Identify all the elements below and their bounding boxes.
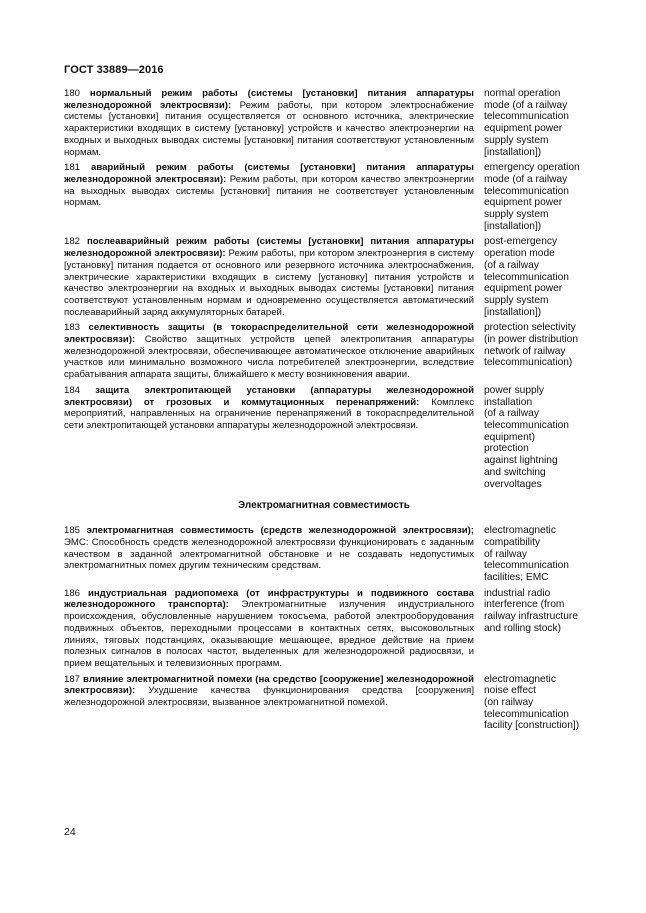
term-name: влияние электромагнитной помехи (на средство [сооружение] железнодорожной электросвязи): [64, 673, 474, 697]
term-definition-block [64, 385, 474, 432]
term-definition: Режим работы, при котором качество электроэнергии на выходных выводах системы [установки] питания не соответствует установленным нормам. [64, 173, 474, 209]
section-title: Электромагнитная совместимость [238, 500, 410, 512]
term-name: электромагнитная совместимость (средств железнодорожной электросвязи); [86, 525, 475, 537]
term-number: 183 [64, 322, 81, 334]
term-definition-block [64, 674, 474, 709]
term-number: 180 [64, 88, 81, 99]
term-entry [64, 588, 594, 670]
term-english-equivalent: power supply installation (of a railway telecommunication equipment) protection against lightning and switching overvoltages [484, 384, 569, 490]
terms-list-emc [64, 525, 594, 732]
term-entry [64, 525, 594, 584]
term-definition: Электромагнитные излучения индустриального происхождения, обусловленные нарушением токосъема, работой электрооборудования подвижных объектов, переходными процессами в контактных сетях, высоковольтных линиях, тяговых подстанциях, оказывающие мешающее, вредное действие на прием полезных сигналов в полосах частот, выделенных для железнодорожной радиосвязи, и прием вещательных и телевизионных программ. [64, 599, 474, 669]
term-english-equivalent: electromagnetic noise effect (on railway telecommunication facility [construction]) [484, 673, 580, 732]
term-entry [64, 162, 594, 232]
term-entry [64, 385, 594, 490]
term-english-equivalent: post-emergency operation mode (of a railway telecommunication equipment power supply system [installation]) [484, 236, 569, 318]
page-number: 24 [64, 826, 76, 838]
term-name: селективность защиты (в токораспределительной сети железнодорожной электросвязи): [64, 322, 474, 346]
term-english-equivalent: electromagnetic compatibility of railway telecommunication facilities; EMC [484, 525, 569, 584]
term-definition: ЭМС: Способность средств железнодорожной электросвязи функционировать с заданным качеством в заданной электромагнитной обстановке и не создавать недопустимых электромагнитных помех другим техническим средствам. [64, 536, 474, 572]
terms-list-power-supply [64, 88, 594, 490]
term-definition-block [64, 322, 474, 381]
term-entry [64, 674, 594, 733]
term-number: 186 [64, 587, 81, 599]
term-english-equivalent: industrial radio interference (from railway infrastructure and rolling stock) [484, 587, 578, 634]
term-name: защита электропитающей установки (аппаратуры железнодорожной электросвязи) от грозовых и коммутационных перенапряжений: [64, 384, 474, 408]
term-definition: Ухудшение качества функционирования средства [сооружения] железнодорожной электросвязи, вызванное электромагнитной помехой. [64, 685, 474, 709]
document-code: ГОСТ 33889—2016 [64, 64, 164, 76]
term-entry [64, 236, 594, 318]
term-definition-block [64, 236, 474, 318]
term-name: нормальный режим работы (системы [установки] питания аппаратуры железнодорожной электросвязи): [64, 88, 474, 111]
term-english-equivalent: normal operation mode (of a railway telecommunication equipment power supply system [installation]) [484, 88, 569, 158]
term-definition: Комплекс мероприятий, направленных на ограничение перенапряжений в токораспределительной сети электропитающей установки аппаратуры железнодорожной электросвязи. [64, 396, 474, 431]
term-entry [64, 322, 594, 381]
term-name: послеаварийный режим работы (системы [установки] питания аппаратуры железнодорожной электросвязи): [64, 236, 475, 260]
term-name: аварийный режим работы (системы [установки] питания аппаратуры железнодорожной электросвязи): [64, 162, 474, 185]
term-definition-block [64, 162, 474, 209]
term-english-equivalent: emergency operation mode (of a railway telecommunication equipment power supply system [installation]) [484, 162, 580, 232]
term-definition: Свойство защитных устройств цепей электропитания аппаратуры железнодорожной электросвязи, обеспечивающее автоматическое отключение аварийных участков или минимально возможного числа потребителей электроэнергии, вследствие срабатывания аппарата защиты, ближайшего к месту возникновения аварии. [64, 334, 474, 381]
term-number: 185 [64, 525, 81, 537]
term-definition: Режим работы, при котором электроснабжение системы [установки] питания осуществляется от основного источника, электрические характеристики входящих в систему [установку] устройств и качество электроэнергии на входных и выходных выводах системы [установки] питания соответствуют установленным нормам. [64, 99, 474, 158]
term-entry [64, 88, 594, 158]
term-definition-block [64, 588, 474, 670]
term-definition-block [64, 88, 474, 158]
term-name: индустриальная радиопомеха (от инфраструктуры и подвижного состава железнодорожного транспорта): [64, 587, 474, 611]
term-definition: Режим работы, при котором электроэнергия в систему [установку] питания подается от основного или резервного источника электроснабжения, электрические характеристики входящих в систему [установку] питания устройств и качество электроэнергии на входных и выходных выводах системы [установки] питания соответствуют установленным нормам и одновременно осуществляется автоматический послеаварийный заряд аккумуляторных батарей. [64, 248, 474, 318]
term-english-equivalent: protection selectivity (in power distribution network of railway telecommunication) [484, 322, 578, 369]
term-number: 182 [64, 236, 81, 248]
term-number: 184 [64, 384, 81, 396]
term-definition-block [64, 525, 474, 572]
term-number: 187 [64, 673, 81, 685]
term-number: 181 [64, 162, 81, 174]
